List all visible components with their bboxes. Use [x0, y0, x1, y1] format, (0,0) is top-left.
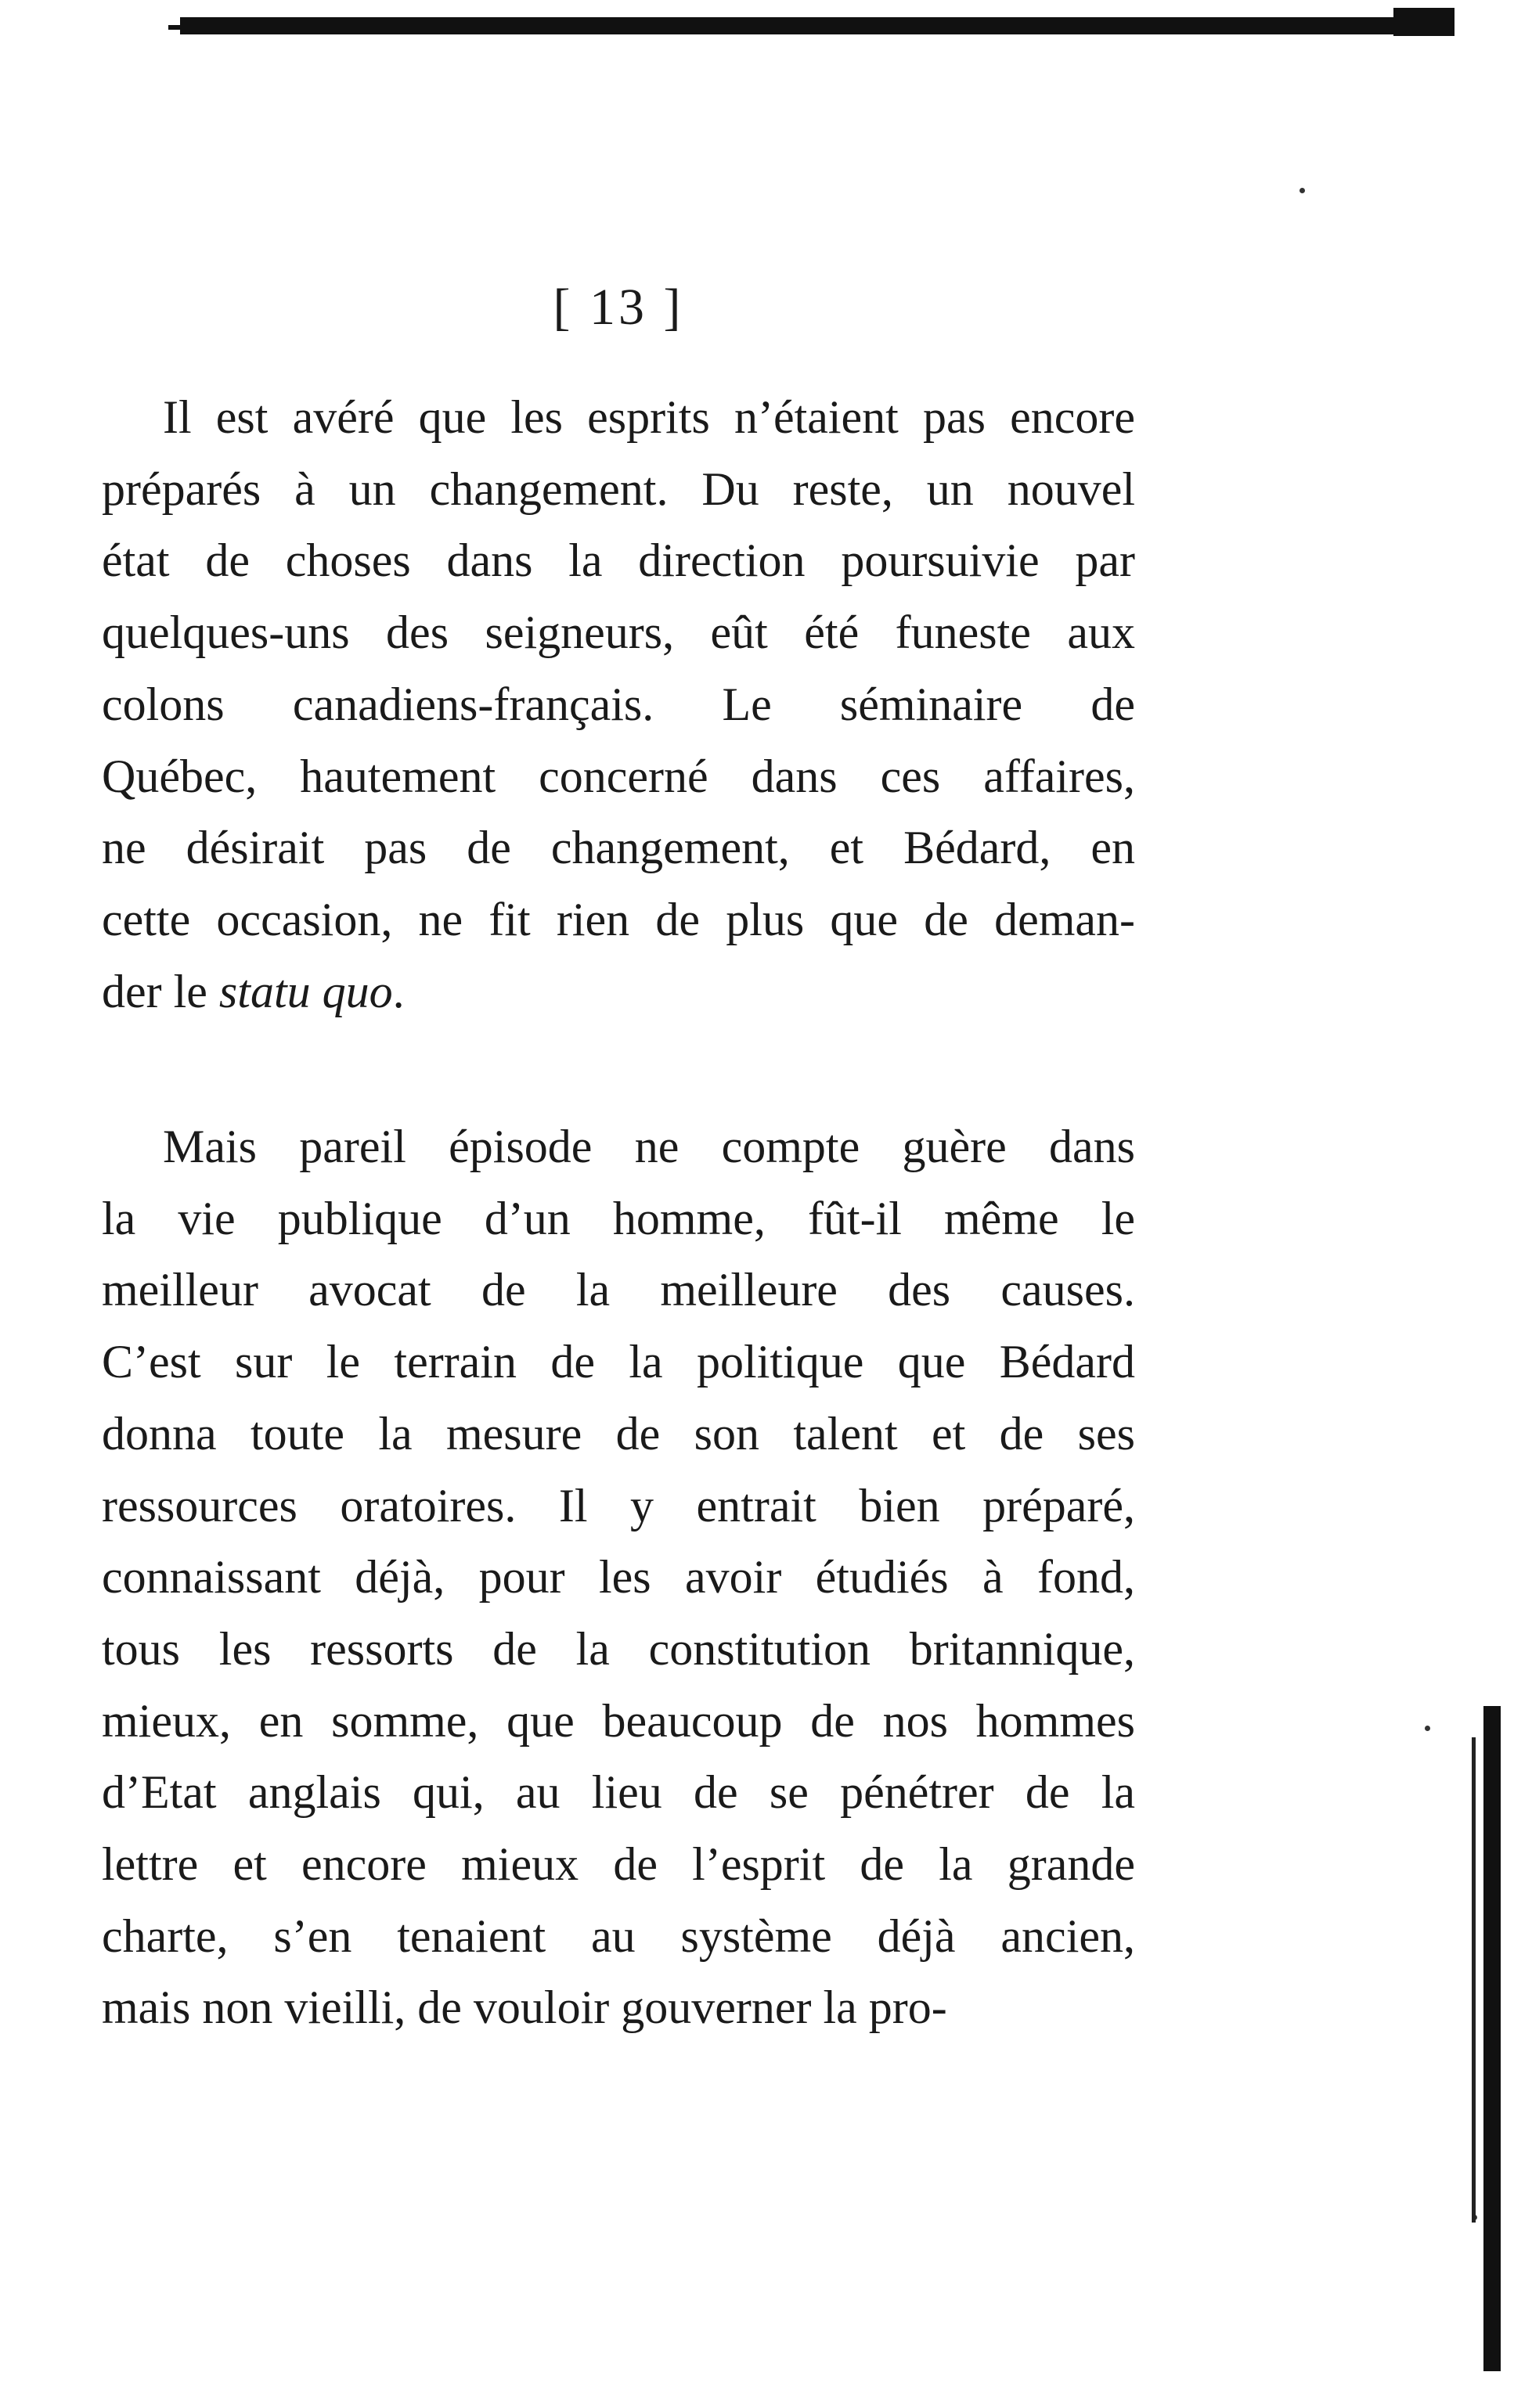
text-fragment: der le [102, 965, 219, 1017]
top-rule-tail [1393, 8, 1454, 36]
page-number: [ 13 ] [553, 279, 684, 336]
text-line: mieux, en somme, que beaucoup de nos hommes [102, 1694, 1135, 1747]
paragraph-2 [102, 1111, 1135, 2044]
text-line: Il est avéré que les esprits n’étaient pas encore [163, 391, 1135, 443]
text-line: ne désirait pas de changement, et Bédard, en [102, 822, 1135, 874]
text-fragment: . [392, 965, 405, 1017]
scan-speck [1425, 1726, 1430, 1731]
text-line: cette occasion, ne fit rien de plus que de deman- [102, 893, 1135, 945]
text-line: Québec, hautement concerné dans ces affaires, [102, 750, 1135, 802]
text-line: charte, s’en tenaient au système déjà ancien, [102, 1909, 1135, 1962]
text-line: d’Etat anglais qui, au lieu de se pénétrer de la [102, 1766, 1135, 1819]
text-line: état de choses dans la direction poursuivie par [102, 535, 1135, 587]
italic-phrase: statu quo [218, 965, 393, 1017]
paragraph-1 [102, 382, 1135, 1028]
text-line: la vie publique d’un homme, fût-il même le [102, 1192, 1135, 1244]
scan-speck [1299, 188, 1305, 193]
text-line: mais non vieilli, de vouloir gouverner la pro- [102, 1981, 947, 2034]
text-line: C’est sur le terrain de la politique que Bédard [102, 1336, 1135, 1388]
page-edge-shadow [1483, 1706, 1501, 2371]
text-line: meilleur avocat de la meilleure des causes. [102, 1264, 1135, 1316]
page-edge-shadow-thin [1472, 1737, 1476, 2223]
text-line: ressources oratoires. Il y entrait bien préparé, [102, 1479, 1135, 1532]
text-line: lettre et encore mieux de l’esprit de la grande [102, 1838, 1135, 1891]
text-line: Mais pareil épisode ne compte guère dans [163, 1121, 1135, 1172]
text-line: quelques-uns des seigneurs, eût été funeste aux [102, 606, 1135, 659]
text-line: connaissant déjà, pour les avoir étudiés à fond, [102, 1551, 1135, 1604]
text-line: préparés à un changement. Du reste, un nouvel [102, 463, 1135, 515]
text-line-last [102, 956, 1135, 1028]
text-line: donna toute la mesure de son talent et de ses [102, 1407, 1135, 1460]
text-line: tous les ressorts de la constitution britannique, [102, 1622, 1135, 1675]
text-line: colons canadiens-français. Le séminaire de [102, 678, 1135, 730]
top-rule [180, 17, 1454, 34]
